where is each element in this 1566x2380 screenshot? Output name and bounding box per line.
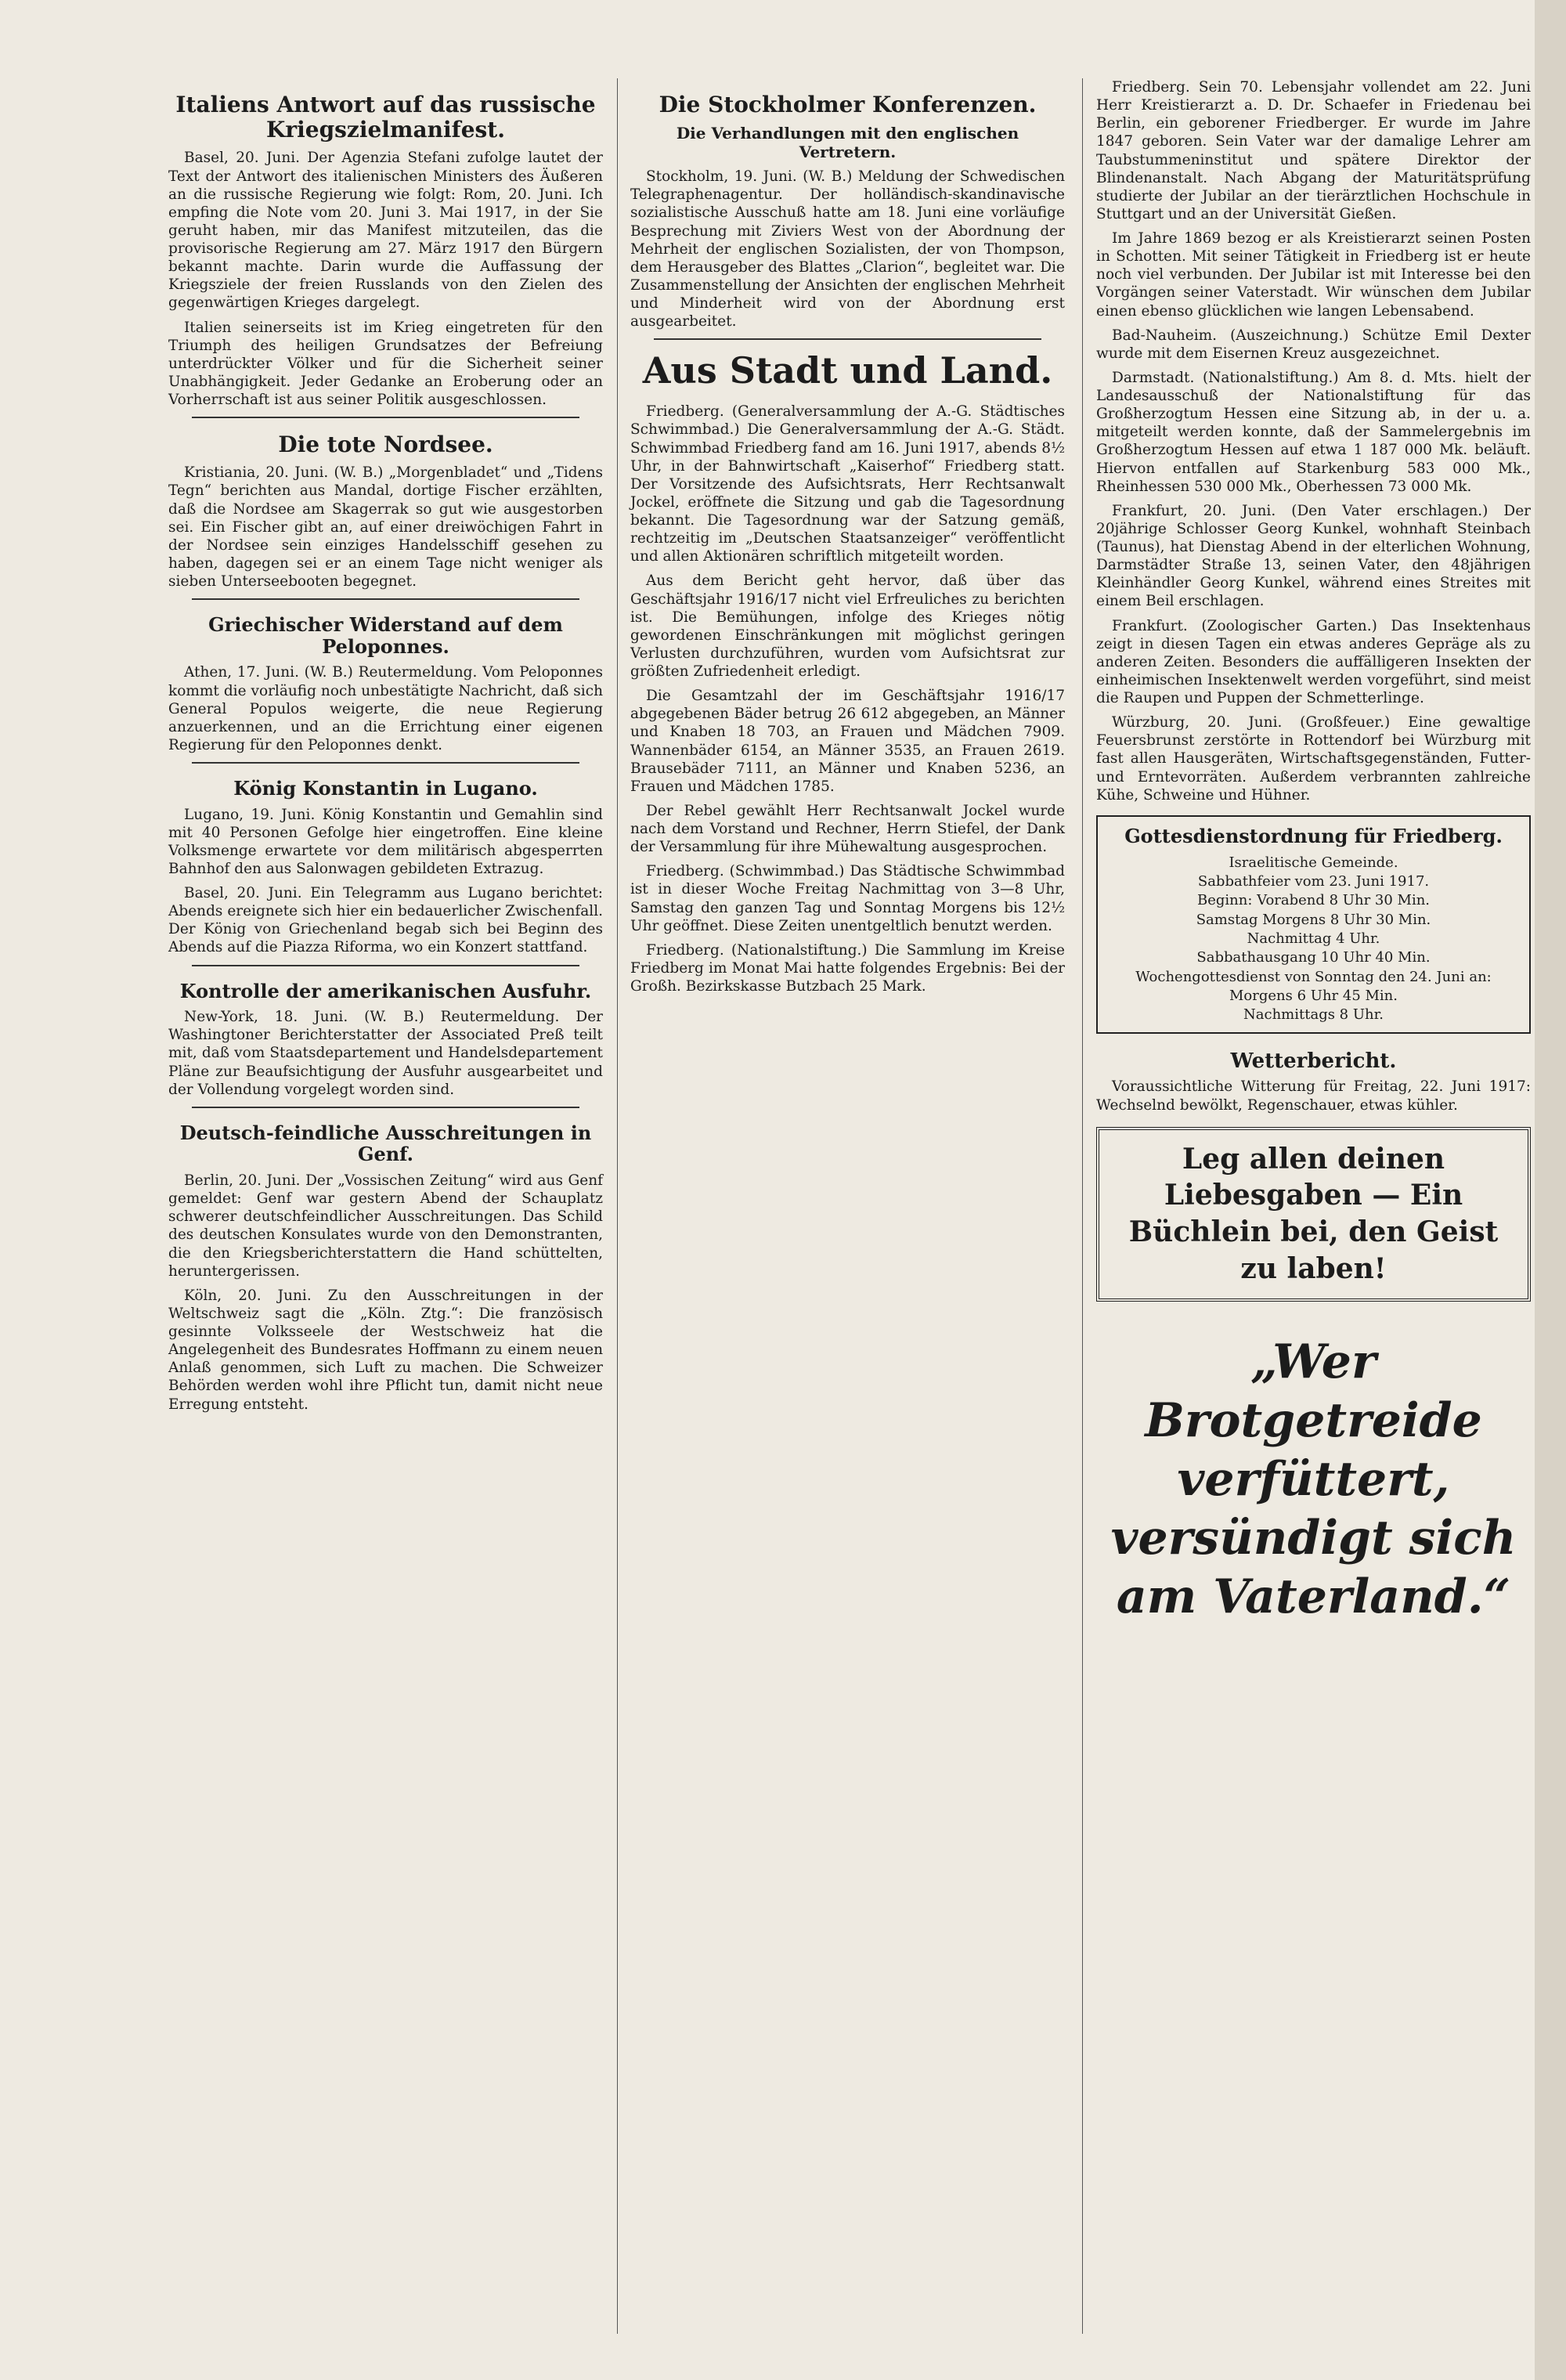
article-text: Darmstadt. (Nationalstiftung.) Am 8. d. Mts. hielt der Landesausschuß der Nationalstiftung für das Großherzogtum Hessen eine Sitzung ab, in der u. a. mitgeteilt werden konnte, daß der Sammelergebnis im Großherzogtum Hessen auf etwa 1 187 000 Mk. beläuft. Hiervon entfallen auf Starkenburg 583 000 Mk., Rheinhessen 530 000 Mk., Oberhessen 73 000 Mk. bbox=[1096, 369, 1531, 495]
weather-section bbox=[1096, 1049, 1531, 1114]
article-text: Berlin, 20. Juni. Der „Vossischen Zeitung“ wird aus Genf gemeldet: Genf war gestern Abend der Schauplatz schwerer deutschfeindlicher Ausschreitungen. Das Schild des deutschen Konsulates wurde von den Demonstranten, die den Kriegsberichterstattern die Hand schüttelten, heruntergerissen. bbox=[168, 1172, 603, 1280]
article-text: Frankfurt. (Zoologischer Garten.) Das Insektenhaus zeigt in diesen Tagen ein etwas anderes Gepräge als zu anderen Zeiten. Besonders die auffälligeren Insekten der einheimischen Insektenwelt werden vorgeführt, sind meist die Raupen und Puppen der Schmetterlinge. bbox=[1096, 617, 1531, 706]
separator bbox=[192, 417, 579, 418]
separator bbox=[192, 598, 579, 600]
article-text: Kristiania, 20. Juni. (W. B.) „Morgenbladet“ und „Tidens Tegn“ berichten aus Mandal, dortige Fischer erzählten, daß die Nordsee am Skagerrak so gut wie ausgestorben sei. Ein Fischer gibt an, auf einer dreiwöchigen Fahrt in der Nordsee sein einziges Handelsschiff gesehen zu haben, dagegen sei er an einem Tage nicht weniger als sieben Unterseebooten begegnet. bbox=[168, 464, 603, 590]
gottesdienst-line: Morgens 6 Uhr 45 Min. bbox=[1229, 987, 1398, 1004]
gottesdienst-line: Nachmittag 4 Uhr. bbox=[1247, 930, 1380, 947]
article-text: Bad-Nauheim. (Auszeichnung.) Schütze Emil Dexter wurde mit dem Eisernen Kreuz ausgezeichnet. bbox=[1096, 327, 1531, 362]
section-title-stadt-und-land: Aus Stadt und Land. bbox=[642, 349, 1053, 392]
newspaper-page bbox=[168, 63, 1531, 2365]
headline-italien: Italiens Antwort auf das russische Kriegszielmanifest. bbox=[175, 92, 596, 143]
article-text: Friedberg. (Nationalstiftung.) Die Sammlung im Kreise Friedberg im Monat Mai hatte folgendes Ergebnis: Bei der Großh. Bezirkskasse Butzbach 25 Mark. bbox=[630, 941, 1065, 995]
gottesdienst-line: Wochengottesdienst von Sonntag den 24. Juni an: bbox=[1135, 968, 1492, 985]
gottesdienst-box bbox=[1096, 815, 1531, 1035]
article-text: Friedberg. (Schwimmbad.) Das Städtische Schwimmbad ist in dieser Woche Freitag Nachmittag von 3—8 Uhr, Samstag den ganzen Tag und Sonntag Morgens bis 12½ Uhr geöffnet. Diese Zeiten unentgeltlich benutzt werden. bbox=[630, 863, 1065, 934]
article-text: New-York, 18. Juni. (W. B.) Reutermeldung. Der Washingtoner Berichterstatter der Associated Preß teilt mit, daß vom Staatsdepartement und Handelsdepartement Pläne zur Beaufsichtigung der Ausfuhr ausgearbeitet und der Vollendung vorgelegt worden sind. bbox=[168, 1009, 603, 1098]
column-3 bbox=[1096, 78, 1531, 1627]
article-text: Lugano, 19. Juni. König Konstantin und Gemahlin sind mit 40 Personen Gefolge hier eingetroffen. Eine kleine Volksmenge erwartete vor dem militärisch abgesperrten Bahnhof den aus Salonwagen gebildeten Extrazug. bbox=[168, 806, 603, 877]
article-text: Friedberg. Sein 70. Lebensjahr vollendet am 22. Juni Herr Kreistierarzt a. D. Dr. Schaefer in Friedenau bei Berlin, ein geborener Friedberger. Er wurde im Jahre 1847 geboren. Sein Vater war der damalige Lehrer am Taubstummeninstitut und spätere Direktor der Blindenanstalt. Nach Abgang der Maturitätsprüfung studierte der Jubilar an der tierärztlichen Hochschule in Stuttgart und an der Universität Gießen. bbox=[1096, 79, 1531, 222]
article-text: Friedberg. (Generalversammlung der A.-G. Städtisches Schwimmbad.) Die Generalversammlung der A.-G. Städt. Schwimmbad Friedberg fand am 16. Juni 1917, abends 8½ Uhr, in der Bahnwirtschaft „Kaiserhof“ Friedberg statt. Der Vorsitzende des Aufsichtsrats, Herr Rechtsanwalt Jockel, eröffnete die Sitzung und gab die Tagesordnung bekannt. Die Tagesordnung war der Satzung gemäß, rechtzeitig im „Deutschen Staatsanzeiger“ veröffentlicht und allen Aktionären schriftlich mitgeteilt worden. bbox=[630, 403, 1065, 565]
column-2 bbox=[630, 78, 1065, 1002]
article-text: Italien seinerseits ist im Krieg eingetreten für den Triumph des heiligen Grundsatzes der Befreiung unterdrückter Völker und für die Sicherheit seiner Unabhängigkeit. Jeder Gedanke an Eroberung oder an Vorherrschaft ist aus seiner Politik ausgeschlossen. bbox=[168, 319, 603, 408]
separator bbox=[192, 965, 579, 966]
gottesdienst-line: Beginn: Vorabend 8 Uhr 30 Min. bbox=[1196, 892, 1431, 909]
gottesdienst-line: Sabbathfeier vom 23. Juni 1917. bbox=[1197, 873, 1430, 890]
separator bbox=[192, 1107, 579, 1108]
headline-griechisch: Griechischer Widerstand auf dem Peloponnes. bbox=[208, 613, 563, 658]
gottesdienst-line: Samstag Morgens 8 Uhr 30 Min. bbox=[1196, 911, 1431, 928]
gottesdienst-subtitle: Israelitische Gemeinde. bbox=[1229, 854, 1398, 871]
weather-text: Voraussichtliche Witterung für Freitag, 22. Juni 1917: Wechselnd bewölkt, Regenschauer, etwas kühler. bbox=[1096, 1078, 1531, 1114]
article-text: Der Rebel gewählt Herr Rechtsanwalt Jockel wurde nach dem Vorstand und Rechner, Herrn Stiefel, der Dank der Versammlung für ihre Mühewaltung ausgesprochen. bbox=[630, 802, 1065, 856]
weather-title: Wetterbericht. bbox=[1230, 1049, 1397, 1074]
page-edge bbox=[1535, 0, 1566, 2380]
article-text: Basel, 20. Juni. Ein Telegramm aus Lugano berichtet: Abends ereignete sich hier ein bedauerlicher Zwischenfall. Der König von Griechenland begab sich bei Beginn des Abends auf die Piazza Riforma, wo ein Konzert stattfand. bbox=[168, 885, 603, 956]
article-text: Basel, 20. Juni. Der Agenzia Stefani zufolge lautet der Text der Antwort des italienischen Ministers des Äußeren an die russische Regierung wie folgt: Rom, 20. Juni. Ich empfing die Note vom 20. Juni 3. Mai 1917, in der Sie geruht haben, mir das Manifest mitzuteilen, das die provisorische Regierung am 27. März 1917 den Bürgern bekannt machte. Darin wurde die Auffassung der Kriegsziele der freien Russlands von den Zielen des gegenwärtigen Krieges dargelegt. bbox=[168, 150, 603, 312]
headline-kontrolle: Kontrolle der amerikanischen Ausfuhr. bbox=[179, 979, 592, 1002]
headline-genf: Deutsch-feindliche Ausschreitungen in Genf. bbox=[179, 1121, 592, 1166]
headline-konstantin: König Konstantin in Lugano. bbox=[233, 777, 538, 800]
headline-stockholm: Die Stockholmer Konferenzen. bbox=[659, 92, 1037, 117]
article-text: Köln, 20. Juni. Zu den Ausschreitungen in der Weltschweiz sagt die „Köln. Ztg.“: Die französisch gesinnte Volksseele der Westschweiz hat die Angelegenheit des Bundesrates Hoffmann zu einem neuen Anlaß genommen, sich Luft zu machen. Die Schweizer Behörden werden wohl ihre Pflicht tun, damit nicht neue Erregung entsteht. bbox=[168, 1287, 603, 1413]
article-text: Frankfurt, 20. Juni. (Den Vater erschlagen.) Der 20jährige Schlosser Georg Kunkel, wohnhaft Steinbach (Taunus), hat Dienstag Abend in der elterlichen Wohnung, Darmstädter Straße 13, seinen Vater, den 48jährigen Kleinhändler Georg Kunkel, während eines Streites mit einem Beil erschlagen. bbox=[1096, 502, 1531, 610]
article-text: Aus dem Bericht geht hervor, daß über das Geschäftsjahr 1916/17 nicht viel Erfreuliches zu berichten ist. Die Bemühungen, infolge des Krieges nötig gewordenen Einschränkungen mit möglichst geringen Verlusten durchzuführen, wurden vom Aufsichtsrat zur größten Zufriedenheit erledigt. bbox=[630, 572, 1065, 681]
gottesdienst-line: Nachmittags 8 Uhr. bbox=[1243, 1006, 1384, 1024]
column-divider bbox=[1082, 78, 1083, 2334]
separator bbox=[654, 338, 1041, 340]
gottesdienst-title: Gottesdienstordnung für Friedberg. bbox=[1124, 824, 1503, 847]
column-divider bbox=[617, 78, 618, 2334]
article-text: Stockholm, 19. Juni. (W. B.) Meldung der Schwedischen Telegraphenagentur. Der holländisch-skandinavische sozialistische Ausschuß hatte am 18. Juni eine vorläufige Besprechung mit Ziviers West von der Abordnung der Mehrheit der englischen Sozialisten, der von Thompson, dem Herausgeber des Blattes „Clarion“, begleitet war. Die Zusammenstellung der Ansichten der englischen Mehrheit und Minderheit wird von der Abordnung erst ausgearbeitet. bbox=[630, 168, 1065, 330]
separator bbox=[192, 762, 579, 764]
column-1 bbox=[168, 78, 603, 1420]
headline-nordsee: Die tote Nordsee. bbox=[278, 432, 493, 458]
article-text: Die Gesamtzahl der im Geschäftsjahr 1916/17 abgegebenen Bäder betrug 26 612 abgegeben, an Männer und Knaben 18 703, an Frauen und Mädchen 7909. Wannenbäder 6154, an Männer 3535, an Frauen 2619. Brausebäder 7111, an Männer und Knaben 5236, an Frauen und Mädchen 1785. bbox=[630, 688, 1065, 795]
subheadline-stockholm: Die Verhandlungen mit den englischen Vertretern. bbox=[676, 124, 1019, 162]
slogan-liebesgaben: Leg allen deinen Liebesgaben — Ein Büchlein bei, den Geist zu laben! bbox=[1096, 1127, 1531, 1302]
article-text: Würzburg, 20. Juni. (Großfeuer.) Eine gewaltige Feuersbrunst zerstörte in Rottendorf bei Würzburg mit fast allen Hausgeräten, Wirtschaftsgegenständen, Futter- und Erntevorräten. Außerdem verbrannten zahlreiche Kühe, Schweine und Hühner. bbox=[1096, 714, 1531, 804]
article-text: Im Jahre 1869 bezog er als Kreistierarzt seinen Posten in Schotten. Mit seiner Tätigkeit in Friedberg ist er heute noch viel verbunden. Der Jubilar ist mit Interesse bei den Vorgängen seiner Vaterstadt. Wir wünschen dem Jubilar einen ebenso glücklichen wie langen Lebensabend. bbox=[1096, 230, 1531, 320]
article-text: Athen, 17. Juni. (W. B.) Reutermeldung. Vom Peloponnes kommt die vorläufig noch unbestätigte Nachricht, daß sich General Populos weigerte, die neue Regierung anzuerkennen, und an die Errichtung einer eigenen Regierung für den Peloponnes denkt. bbox=[168, 664, 603, 753]
gottesdienst-line: Sabbathausgang 10 Uhr 40 Min. bbox=[1196, 949, 1431, 966]
slogan-brotgetreide: „Wer Brotgetreide verfüttert, versündigt sich am Vaterland.“ bbox=[1110, 1334, 1517, 1624]
